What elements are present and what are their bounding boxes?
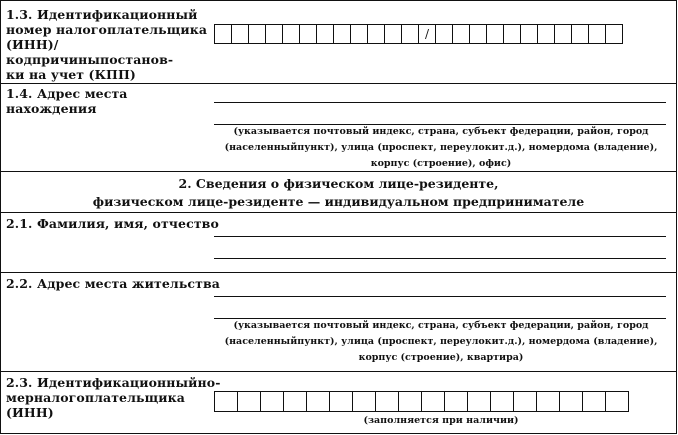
frame-right — [676, 0, 677, 434]
section-2-1-label: 2.1. Фамилия, имя, отчество — [6, 216, 219, 231]
inn-digit-cell[interactable] — [513, 391, 537, 412]
inn-digit-cell[interactable] — [214, 391, 238, 412]
inn-kpp-separator: / — [418, 24, 436, 44]
inn-digit-cell[interactable] — [367, 24, 385, 44]
frame-bottom — [0, 433, 677, 434]
inn-digit-cell[interactable] — [214, 24, 232, 44]
inn-digit-cell[interactable] — [352, 391, 376, 412]
inn-digit-cell[interactable] — [444, 391, 468, 412]
frame-top — [0, 0, 677, 1]
section-2-3-hint: (заполняется при наличии) — [363, 415, 519, 426]
inn-digit-cell[interactable] — [559, 391, 583, 412]
frame-left — [0, 0, 1, 434]
inn-digit-cell[interactable] — [536, 391, 560, 412]
section-2-2-label: 2.2. Адрес места жительства — [6, 276, 220, 291]
full-name-line-1[interactable] — [214, 236, 666, 237]
kpp-digit-cell[interactable] — [554, 24, 572, 44]
inn-digit-cell[interactable] — [306, 391, 330, 412]
kpp-digit-cell[interactable] — [537, 24, 555, 44]
row-divider — [0, 371, 677, 372]
section-1-3-label: 1.3. Идентификационный номер налогоплательщика (ИНН)/кодпричиныпостанов- ки на учет (КПП) — [6, 7, 208, 82]
address-line-1[interactable] — [214, 102, 666, 103]
residence-line-1[interactable] — [214, 296, 666, 297]
inn-digit-cell[interactable] — [282, 24, 300, 44]
kpp-digit-cell[interactable] — [452, 24, 470, 44]
kpp-digit-cell[interactable] — [588, 24, 606, 44]
inn-digit-cell[interactable] — [265, 24, 283, 44]
inn-digit-cell[interactable] — [467, 391, 491, 412]
kpp-digit-cell[interactable] — [571, 24, 589, 44]
inn-digit-cell[interactable] — [605, 391, 629, 412]
inn-digit-cell[interactable] — [316, 24, 334, 44]
inn-digit-cell[interactable] — [231, 24, 249, 44]
section-1-4-label: 1.4. Адрес места нахождения — [6, 86, 128, 116]
inn-digit-cell[interactable] — [329, 391, 353, 412]
row-divider — [0, 212, 677, 213]
kpp-digit-cell[interactable] — [503, 24, 521, 44]
kpp-digit-cell[interactable] — [469, 24, 487, 44]
kpp-digit-cell[interactable] — [486, 24, 504, 44]
section-1-4-hint: (указывается почтовый индекс, страна, субъект федерации, район, город (населенныйпункт), улица (проспект, переулокит.д.), номердома (владение), корпус (строение), офис) — [224, 126, 658, 169]
inn-digit-cell[interactable] — [299, 24, 317, 44]
inn-digit-cell[interactable] — [283, 391, 307, 412]
inn-digit-cell[interactable] — [582, 391, 606, 412]
inn-cells — [214, 391, 629, 412]
kpp-digit-cell[interactable] — [435, 24, 453, 44]
section-2-3-label: 2.3. Идентификационныйно- мерналогоплательщика (ИНН) — [6, 375, 221, 420]
inn-digit-cell[interactable] — [398, 391, 422, 412]
inn-digit-cell[interactable] — [237, 391, 261, 412]
inn-digit-cell[interactable] — [333, 24, 351, 44]
row-divider — [0, 272, 677, 273]
inn-digit-cell[interactable] — [384, 24, 402, 44]
row-divider — [0, 83, 677, 84]
kpp-digit-cell[interactable] — [520, 24, 538, 44]
kpp-digit-cell[interactable] — [605, 24, 623, 44]
section-2-title: 2. Сведения о физическом лице-резиденте, физическом лице-резиденте — индивидуальном предпринимателе — [92, 176, 585, 209]
inn-digit-cell[interactable] — [260, 391, 284, 412]
inn-digit-cell[interactable] — [421, 391, 445, 412]
inn-digit-cell[interactable] — [248, 24, 266, 44]
inn-digit-cell[interactable] — [490, 391, 514, 412]
inn-digit-cell[interactable] — [375, 391, 399, 412]
inn-kpp-cells — [214, 24, 623, 44]
section-2-2-hint: (указывается почтовый индекс, страна, субъект федерации, район, город (населенныйпункт), улица (проспект, переулокит.д.), номердома (владение), корпус (строение), квартира) — [224, 320, 658, 363]
inn-digit-cell[interactable] — [401, 24, 419, 44]
full-name-line-2[interactable] — [214, 258, 666, 259]
inn-digit-cell[interactable] — [350, 24, 368, 44]
